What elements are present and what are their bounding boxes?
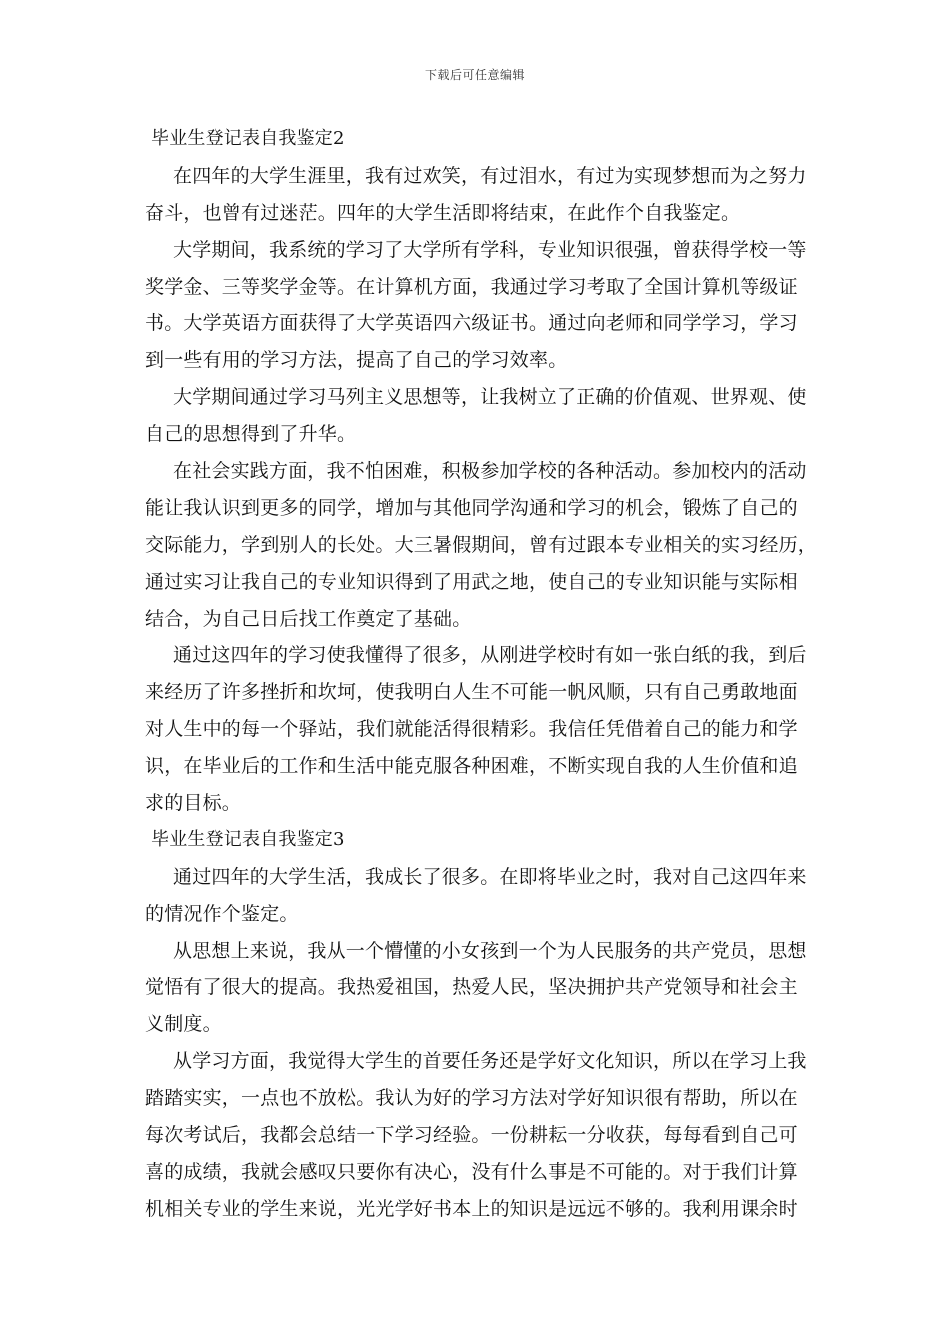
paragraph-line: 从学习方面，我觉得大学生的首要任务还是学好文化知识，所以在学习上我 (173, 1050, 807, 1073)
paragraph-line: 到一些有用的学习方法，提高了自己的学习效率。 (145, 349, 568, 372)
paragraph-line: 结合，为自己日后找工作奠定了基础。 (145, 607, 472, 630)
paragraph-line: 识，在毕业后的工作和生活中能克服各种困难，不断实现自我的人生价值和追 (145, 755, 798, 778)
paragraph-line: 奋斗，也曾有过迷茫。四年的大学生活即将结束，在此作个自我鉴定。 (145, 201, 741, 224)
paragraph-line: 义制度。 (145, 1013, 222, 1036)
paragraph-line: 通过四年的大学生活，我成长了很多。在即将毕业之时，我对自己这四年来 (173, 865, 807, 888)
paragraph-line: 自己的思想得到了升华。 (145, 423, 357, 446)
paragraph-line: 每次考试后，我都会总结一下学习经验。一份耕耘一分收获，每每看到自己可 (145, 1124, 798, 1147)
paragraph-line: 的情况作个鉴定。 (145, 902, 299, 925)
paragraph-line: 求的目标。 (145, 792, 242, 815)
paragraph-line: 通过实习让我自己的专业知识得到了用武之地，使自己的专业知识能与实际相 (145, 570, 798, 593)
paragraph-line: 通过这四年的学习使我懂得了很多，从刚进学校时有如一张白纸的我，到后 (173, 644, 807, 667)
paragraph-line: 书。大学英语方面获得了大学英语四六级证书。通过向老师和同学学习，学习 (145, 312, 798, 335)
section-heading: 毕业生登记表自我鉴定2 (151, 128, 345, 149)
paragraph-line: 机相关专业的学生来说，光光学好书本上的知识是远远不够的。我利用课余时 (145, 1197, 798, 1220)
paragraph-line: 能让我认识到更多的同学，增加与其他同学沟通和学习的机会，锻炼了自己的 (145, 496, 798, 519)
paragraph-line: 交际能力，学到别人的长处。大三暑假期间，曾有过跟本专业相关的实习经历， (145, 533, 818, 556)
paragraph-line: 对人生中的每一个驿站，我们就能活得很精彩。我信任凭借着自己的能力和学 (145, 718, 798, 741)
paragraph-line: 来经历了许多挫折和坎坷，使我明白人生不可能一帆风顺，只有自己勇敢地面 (145, 681, 798, 704)
paragraph-line: 在四年的大学生涯里，我有过欢笑，有过泪水，有过为实现梦想而为之努力 (173, 164, 807, 187)
paragraph-line: 大学期间通过学习马列主义思想等，让我树立了正确的价值观、世界观、使 (173, 386, 807, 409)
section-heading: 毕业生登记表自我鉴定3 (151, 828, 345, 850)
paragraph-line: 奖学金、三等奖学金等。在计算机方面，我通过学习考取了全国计算机等级证 (145, 275, 798, 298)
paragraph-line: 在社会实践方面，我不怕困难，积极参加学校的各种活动。参加校内的活动 (173, 460, 807, 483)
paragraph-line: 大学期间，我系统的学习了大学所有学科，专业知识很强，曾获得学校一等 (173, 238, 807, 261)
paragraph-line: 觉悟有了很大的提高。我热爱祖国，热爱人民，坚决拥护共产党领导和社会主 (145, 976, 798, 999)
document-body (145, 121, 825, 1228)
paragraph-line: 踏踏实实，一点也不放松。我认为好的学习方法对学好知识很有帮助，所以在 (145, 1087, 798, 1110)
paragraph-line: 从思想上来说，我从一个懵懂的小女孩到一个为人民服务的共产党员，思想 (173, 939, 807, 962)
paragraph-line: 喜的成绩，我就会感叹只要你有决心，没有什么事是不可能的。对于我们计算 (145, 1160, 798, 1183)
page-header: 下载后可任意编辑 (424, 68, 525, 82)
